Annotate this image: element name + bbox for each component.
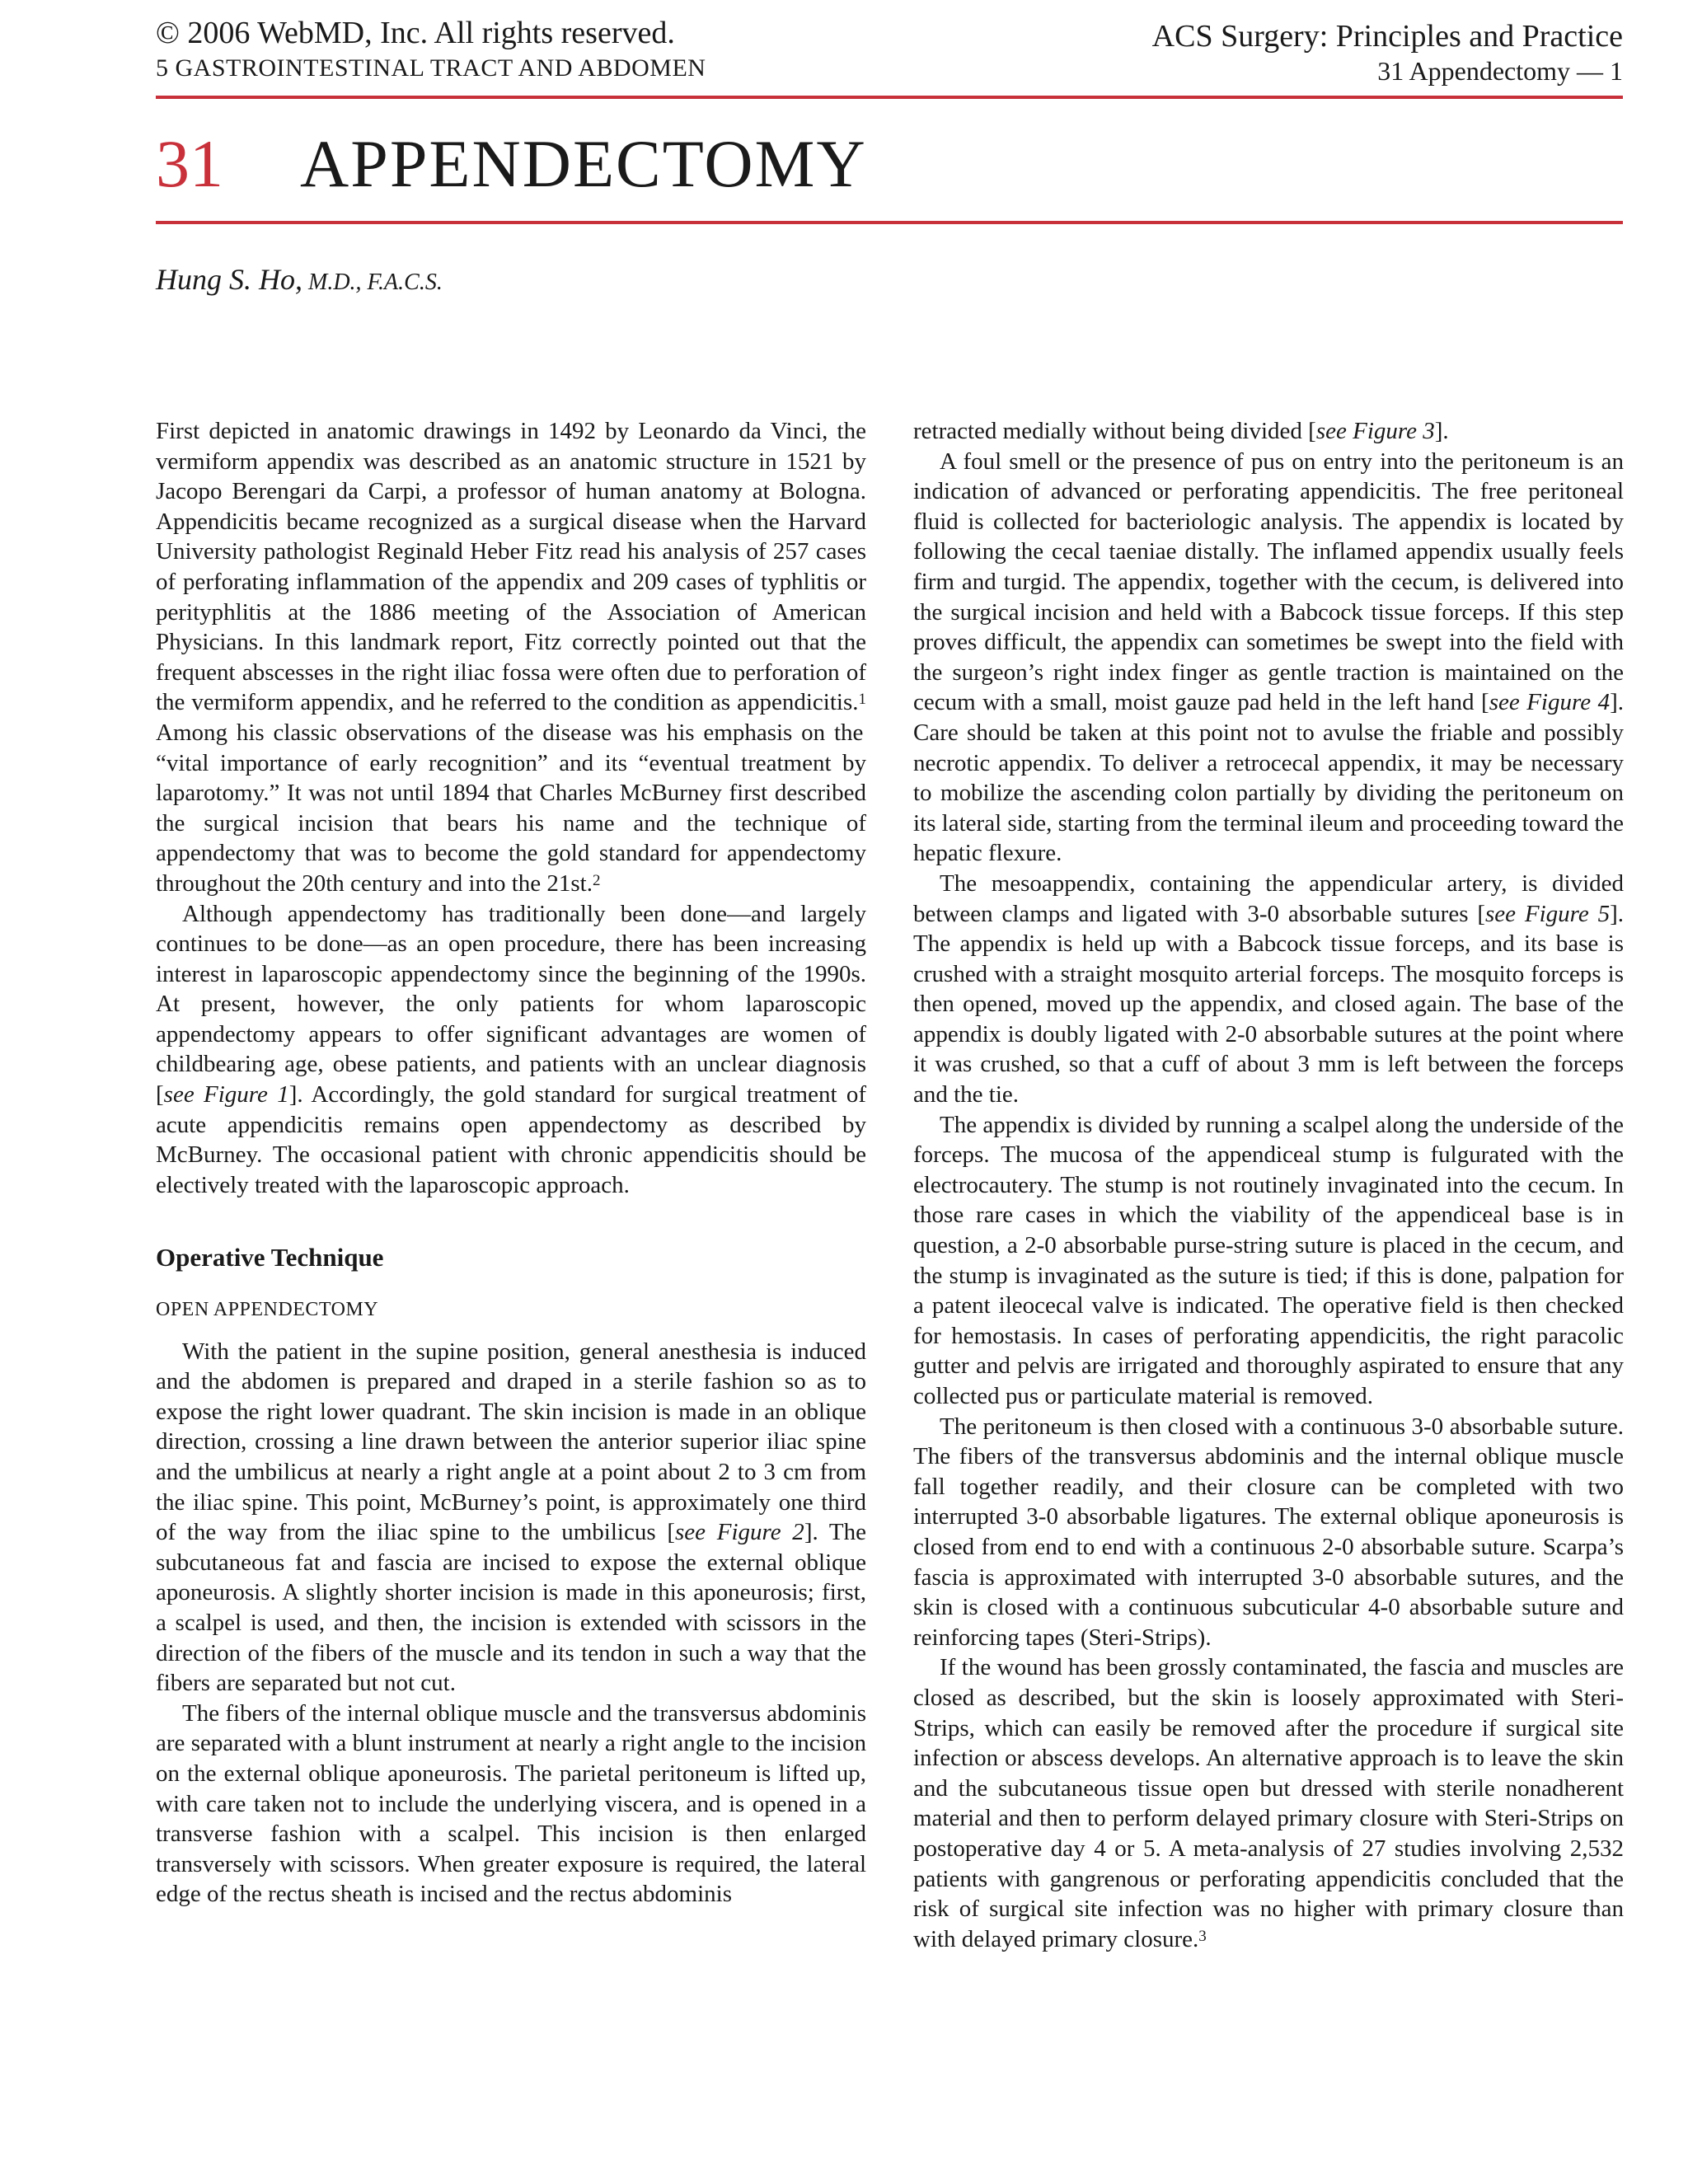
subsection-heading: OPEN APPENDECTOMY [156,1299,379,1321]
paragraph: The appendix is divided by running a scalpel along the underside of the forceps. The mucosa of the appendiceal stump is fulgurated with the electrocautery. The stump is not routinely invaginated into the cecum. In those rare cases in which the viability of the appendiceal base is in question, a 2-0 absorbable purse-string suture is placed in the cecum, and the stump is invaginated as the suture is tied; if this is done, palpation for a patent ileocecal valve is indicated. The operative field is then checked for hemostasis. In cases of perforating appendicitis, the right paracolic gutter and pelvis are irrigated and thoroughly aspirated to ensure that any collected pus or particulate material is removed. [913,1111,1624,1409]
header-rule [156,96,1623,99]
author-line [156,262,443,297]
chapter-heading [156,125,867,203]
paragraph: First depicted in anatomic drawings in 1492 by Leonardo da Vinci, the vermiform appendix was described as an anatomic structure in 1521 by Jacopo Berengari da Carpi, a professor of human anatomy at Bologna. Appendicitis became recognized as a surgical disease when the Harvard University pathologist Reginald Heber Fitz read his analysis of 257 cases of perforating inflammation of the appendix and 209 cases of typhlitis or perityphlitis at the 1886 meeting of the Association of American Physicians. In this landmark report, Fitz correctly pointed out that the frequent abscesses in the right iliac fossa were often due to perforation of the vermiform appendix, and he referred to the condition as appendicitis.$^1$ Among his classic observations of the disease was his emphasis on the “vital importance of early recognition” and its “eventual treatment by laparotomy.” It was not until 1894 that Charles McBurney first described the surgical incision that bears his name and the technique of appendectomy that was to become the gold standard for appendectomy throughout the 20th century and into the 21st.$^2$ [156,418,866,897]
reference-marker: 1 [858,691,866,709]
paragraph: The peritoneum is then closed with a continuous 3-0 absorbable suture. The fibers of the transversus abdominis and the internal oblique muscle fall together readily, and their closure can be completed with two interrupted 3-0 absorbable ligatures. The external oblique aponeurosis is closed from end to end with a continuous 2-0 absorbable suture. Scarpa’s fascia is approximated with interrupted 3-0 absorbable sutures, and the skin is closed with a continuous subcuticular 4-0 absorbable suture and reinforcing tapes (Steri-Strips). [913,1413,1624,1651]
reference-marker: 3 [1198,1927,1207,1945]
paragraph: A foul smell or the presence of pus on entry into the peritoneum is an indication of advanced or perforating appendicitis. The free peritoneal fluid is collected for bacteriologic analysis. The appendix is located by following the cecal taeniae distally. The inflamed appendix usually feels firm and turgid. The appendix, together with the cecum, is delivered into the surgical incision and held with a Babcock tissue forceps. If this step proves difficult, the appendix can sometimes be swept into the field with the surgeon’s right index finger as gentle traction is maintained on the cecum with a small, moist gauze pad held in the left hand [see Figure 4]. Care should be taken at this point not to avulse the friable and possibly necrotic appendix. To deliver a retrocecal appendix, it may be necessary to mobilize the ascending colon partially by dividing the peritoneum on its lateral side, starting from the terminal ileum and proceeding toward the hepatic flexure. [913,448,1624,867]
left-column [156,416,866,1910]
author-name: Hung S. Ho, [156,263,302,296]
figure-reference: see Figure 5 [1485,900,1611,927]
chapter-number: 31 [156,126,223,201]
figure-reference: see Figure 4 [1489,689,1611,716]
book-title: ACS Surgery: Principles and Practice [1151,19,1623,54]
author-credentials: M.D., F.A.C.S. [302,269,443,295]
figure-reference: see Figure 2 [675,1519,804,1546]
copyright-notice: © 2006 WebMD, Inc. All rights reserved. [156,16,675,50]
paragraph: Although appendectomy has traditionally been done—and largely continues to be done—as an open procedure, there has been increasing interest in laparoscopic appendectomy since the beginning of the 1990s. At present, however, the only patients for whom laparoscopic appendectomy appears to offer significant advantages are women of childbearing age, obese patients, and patients with an unclear diagnosis [see Figure 1]. Accordingly, the gold standard for surgical treatment of acute appendicitis remains open appendectomy as described by McBurney. The occasional patient with chronic appendicitis should be electively treated with the laparoscopic approach. [156,900,867,1198]
figure-reference: see Figure 3 [1315,418,1435,444]
figure-reference: see Figure 1 [163,1081,289,1108]
paragraph: The mesoappendix, containing the appendicular artery, is divided between clamps and ligated with 3-0 absorbable sutures [see Figure 5]. The appendix is held up with a Babcock tissue forceps, and its base is crushed with a straight mosquito arterial forceps. The mosquito forceps is then opened, moved up the appendix, and closed again. The base of the appendix is doubly ligated with 2-0 absorbable sutures at the point where it was crushed, so that a cuff of about 3 mm is left between the forceps and the tie. [913,869,1625,1108]
reference-marker: 2 [592,871,601,889]
running-chapter-ref: 31 Appendectomy — 1 [1377,56,1623,86]
title-rule [156,221,1623,224]
section-label: 5 GASTROINTESTINAL TRACT AND ABDOMEN [156,54,706,82]
paragraph: If the wound has been grossly contaminated, the fascia and muscles are closed as described, but the skin is loosely approximated with Steri-Strips, which can easily be removed after the procedure if surgical site infection or abscess develops. An alternative approach is to leave the skin and the subcutaneous tissue open but dressed with sterile nonadherent material and then to perform delayed primary closure with Steri-Strips on postoperative day 4 or 5. A meta-analysis of 27 studies involving 2,532 patients with gangrenous or perforating appendicitis concluded that the risk of surgical site infection was no higher with primary closure than with delayed primary closure.$^3$ [913,1654,1624,1952]
chapter-title: APPENDECTOMY [300,126,867,201]
paragraph: The fibers of the internal oblique muscle and the transversus abdominis are separated with a blunt instrument at nearly a right angle to the incision on the external oblique aponeurosis. The parietal peritoneum is lifted up, with care taken not to include the underlying viscera, and is opened in a transverse fashion with a scalpel. This incision is then enlarged transversely with scissors. When greater exposure is required, the lateral edge of the rectus sheath is incised and the rectus abdominis [156,1699,866,1908]
section-heading: Operative Technique [156,1243,384,1272]
paragraph: With the patient in the supine position, general anesthesia is induced and the abdomen is prepared and draped in a sterile fashion so as to expose the right lower quadrant. The skin incision is made in an oblique direction, crossing a line drawn between the anterior superior iliac spine and the umbilicus at nearly a right angle at a point about 2 to 3 cm from the iliac spine. This point, McBurney’s point, is approximately one third of the way from the iliac spine to the umbilicus [see Figure 2]. The subcutaneous fat and fascia are incised to expose the external oblique aponeurosis. A slightly shorter incision is made in this aponeurosis; first, a scalpel is used, and then, the incision is extended with scissors in the direction of the fibers of the muscle and its tendon in such a way that the fibers are separated but not cut. [156,1338,866,1697]
paragraph: retracted medially without being divided [see Figure 3]. [913,418,1449,444]
right-column [913,416,1624,1954]
